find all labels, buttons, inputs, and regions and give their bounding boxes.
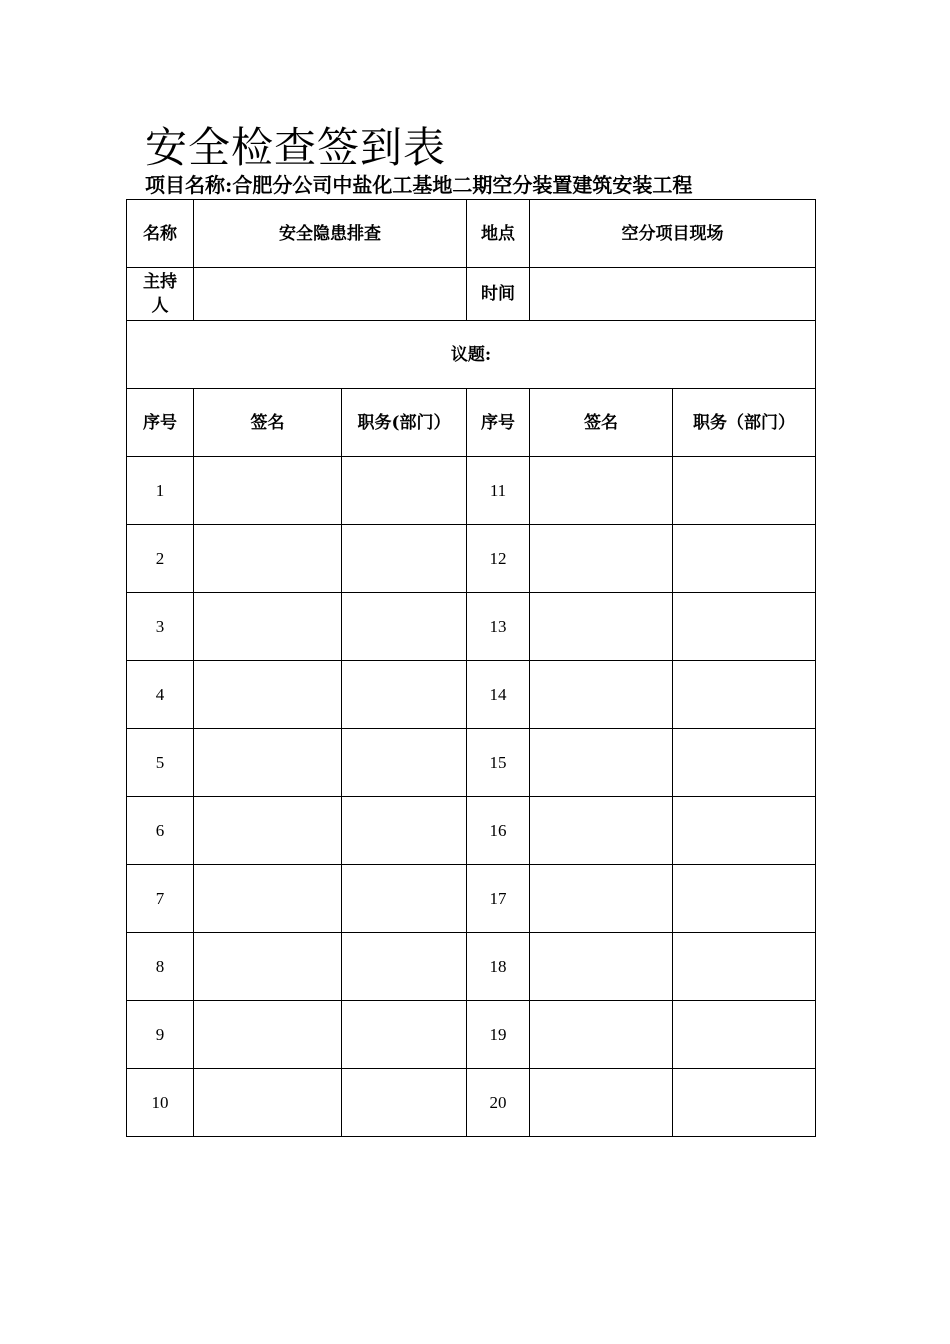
row-number-right: 11 [467,457,530,525]
row-number-right: 13 [467,593,530,661]
post-cell-right[interactable] [673,1001,816,1069]
time-label: 时间 [467,268,530,321]
header-seq-left: 序号 [127,389,194,457]
post-cell-left[interactable] [342,525,467,593]
post-cell-left[interactable] [342,865,467,933]
signature-cell-left[interactable] [194,1001,342,1069]
table-row [127,797,816,865]
row-number-left: 2 [127,525,194,593]
table-row [127,865,816,933]
signature-cell-left[interactable] [194,661,342,729]
header-sign-left: 签名 [194,389,342,457]
location-value[interactable]: 空分项目现场 [530,200,816,268]
name-value[interactable]: 安全隐患排查 [194,200,467,268]
row-number-right: 19 [467,1001,530,1069]
location-label: 地点 [467,200,530,268]
row-number-left: 3 [127,593,194,661]
post-cell-right[interactable] [673,797,816,865]
header-post-left: 职务(部门） [342,389,467,457]
info-row-name [127,200,816,268]
row-number-left: 7 [127,865,194,933]
post-cell-left[interactable] [342,933,467,1001]
post-cell-left[interactable] [342,593,467,661]
post-cell-left[interactable] [342,797,467,865]
signature-cell-left[interactable] [194,457,342,525]
post-cell-right[interactable] [673,593,816,661]
table-row [127,525,816,593]
header-sign-right: 签名 [530,389,673,457]
table-row [127,593,816,661]
row-number-left: 1 [127,457,194,525]
signature-cell-right[interactable] [530,1069,673,1137]
post-cell-right[interactable] [673,865,816,933]
table-row [127,729,816,797]
row-number-left: 9 [127,1001,194,1069]
row-number-right: 15 [467,729,530,797]
signature-cell-right[interactable] [530,729,673,797]
post-cell-right[interactable] [673,933,816,1001]
row-number-right: 16 [467,797,530,865]
post-cell-left[interactable] [342,729,467,797]
signature-cell-left[interactable] [194,797,342,865]
post-cell-right[interactable] [673,525,816,593]
signature-cell-right[interactable] [530,525,673,593]
topic-row [127,321,816,389]
signature-cell-right[interactable] [530,661,673,729]
sign-in-table [126,199,816,1137]
post-cell-left[interactable] [342,661,467,729]
info-row-host [127,268,816,321]
row-number-right: 17 [467,865,530,933]
row-number-right: 14 [467,661,530,729]
page-title: 安全检查签到表 [145,123,447,172]
signature-cell-left[interactable] [194,1069,342,1137]
signature-cell-left[interactable] [194,933,342,1001]
signature-cell-left[interactable] [194,729,342,797]
signature-cell-left[interactable] [194,865,342,933]
host-value[interactable] [194,268,467,321]
signature-cell-right[interactable] [530,593,673,661]
table-row [127,457,816,525]
column-header-row [127,389,816,457]
signature-cell-right[interactable] [530,933,673,1001]
table-row [127,933,816,1001]
post-cell-right[interactable] [673,729,816,797]
host-label: 主持 人 [127,268,194,321]
header-post-right: 职务（部门） [673,389,816,457]
table-row [127,1001,816,1069]
post-cell-right[interactable] [673,661,816,729]
topic-label[interactable]: 议题: [127,321,816,389]
table-row [127,1069,816,1137]
project-name: 项目名称:合肥分公司中盐化工基地二期空分装置建筑安装工程 [145,173,693,197]
row-number-right: 12 [467,525,530,593]
signature-cell-left[interactable] [194,593,342,661]
row-number-left: 4 [127,661,194,729]
signature-cell-right[interactable] [530,865,673,933]
post-cell-left[interactable] [342,1001,467,1069]
signature-cell-right[interactable] [530,797,673,865]
row-number-left: 6 [127,797,194,865]
post-cell-right[interactable] [673,1069,816,1137]
header-seq-right: 序号 [467,389,530,457]
signature-cell-left[interactable] [194,525,342,593]
signature-cell-right[interactable] [530,1001,673,1069]
name-label: 名称 [127,200,194,268]
table-row [127,661,816,729]
row-number-left: 8 [127,933,194,1001]
row-number-left: 10 [127,1069,194,1137]
row-number-right: 18 [467,933,530,1001]
signature-cell-right[interactable] [530,457,673,525]
post-cell-left[interactable] [342,457,467,525]
row-number-right: 20 [467,1069,530,1137]
post-cell-left[interactable] [342,1069,467,1137]
row-number-left: 5 [127,729,194,797]
post-cell-right[interactable] [673,457,816,525]
time-value[interactable] [530,268,816,321]
